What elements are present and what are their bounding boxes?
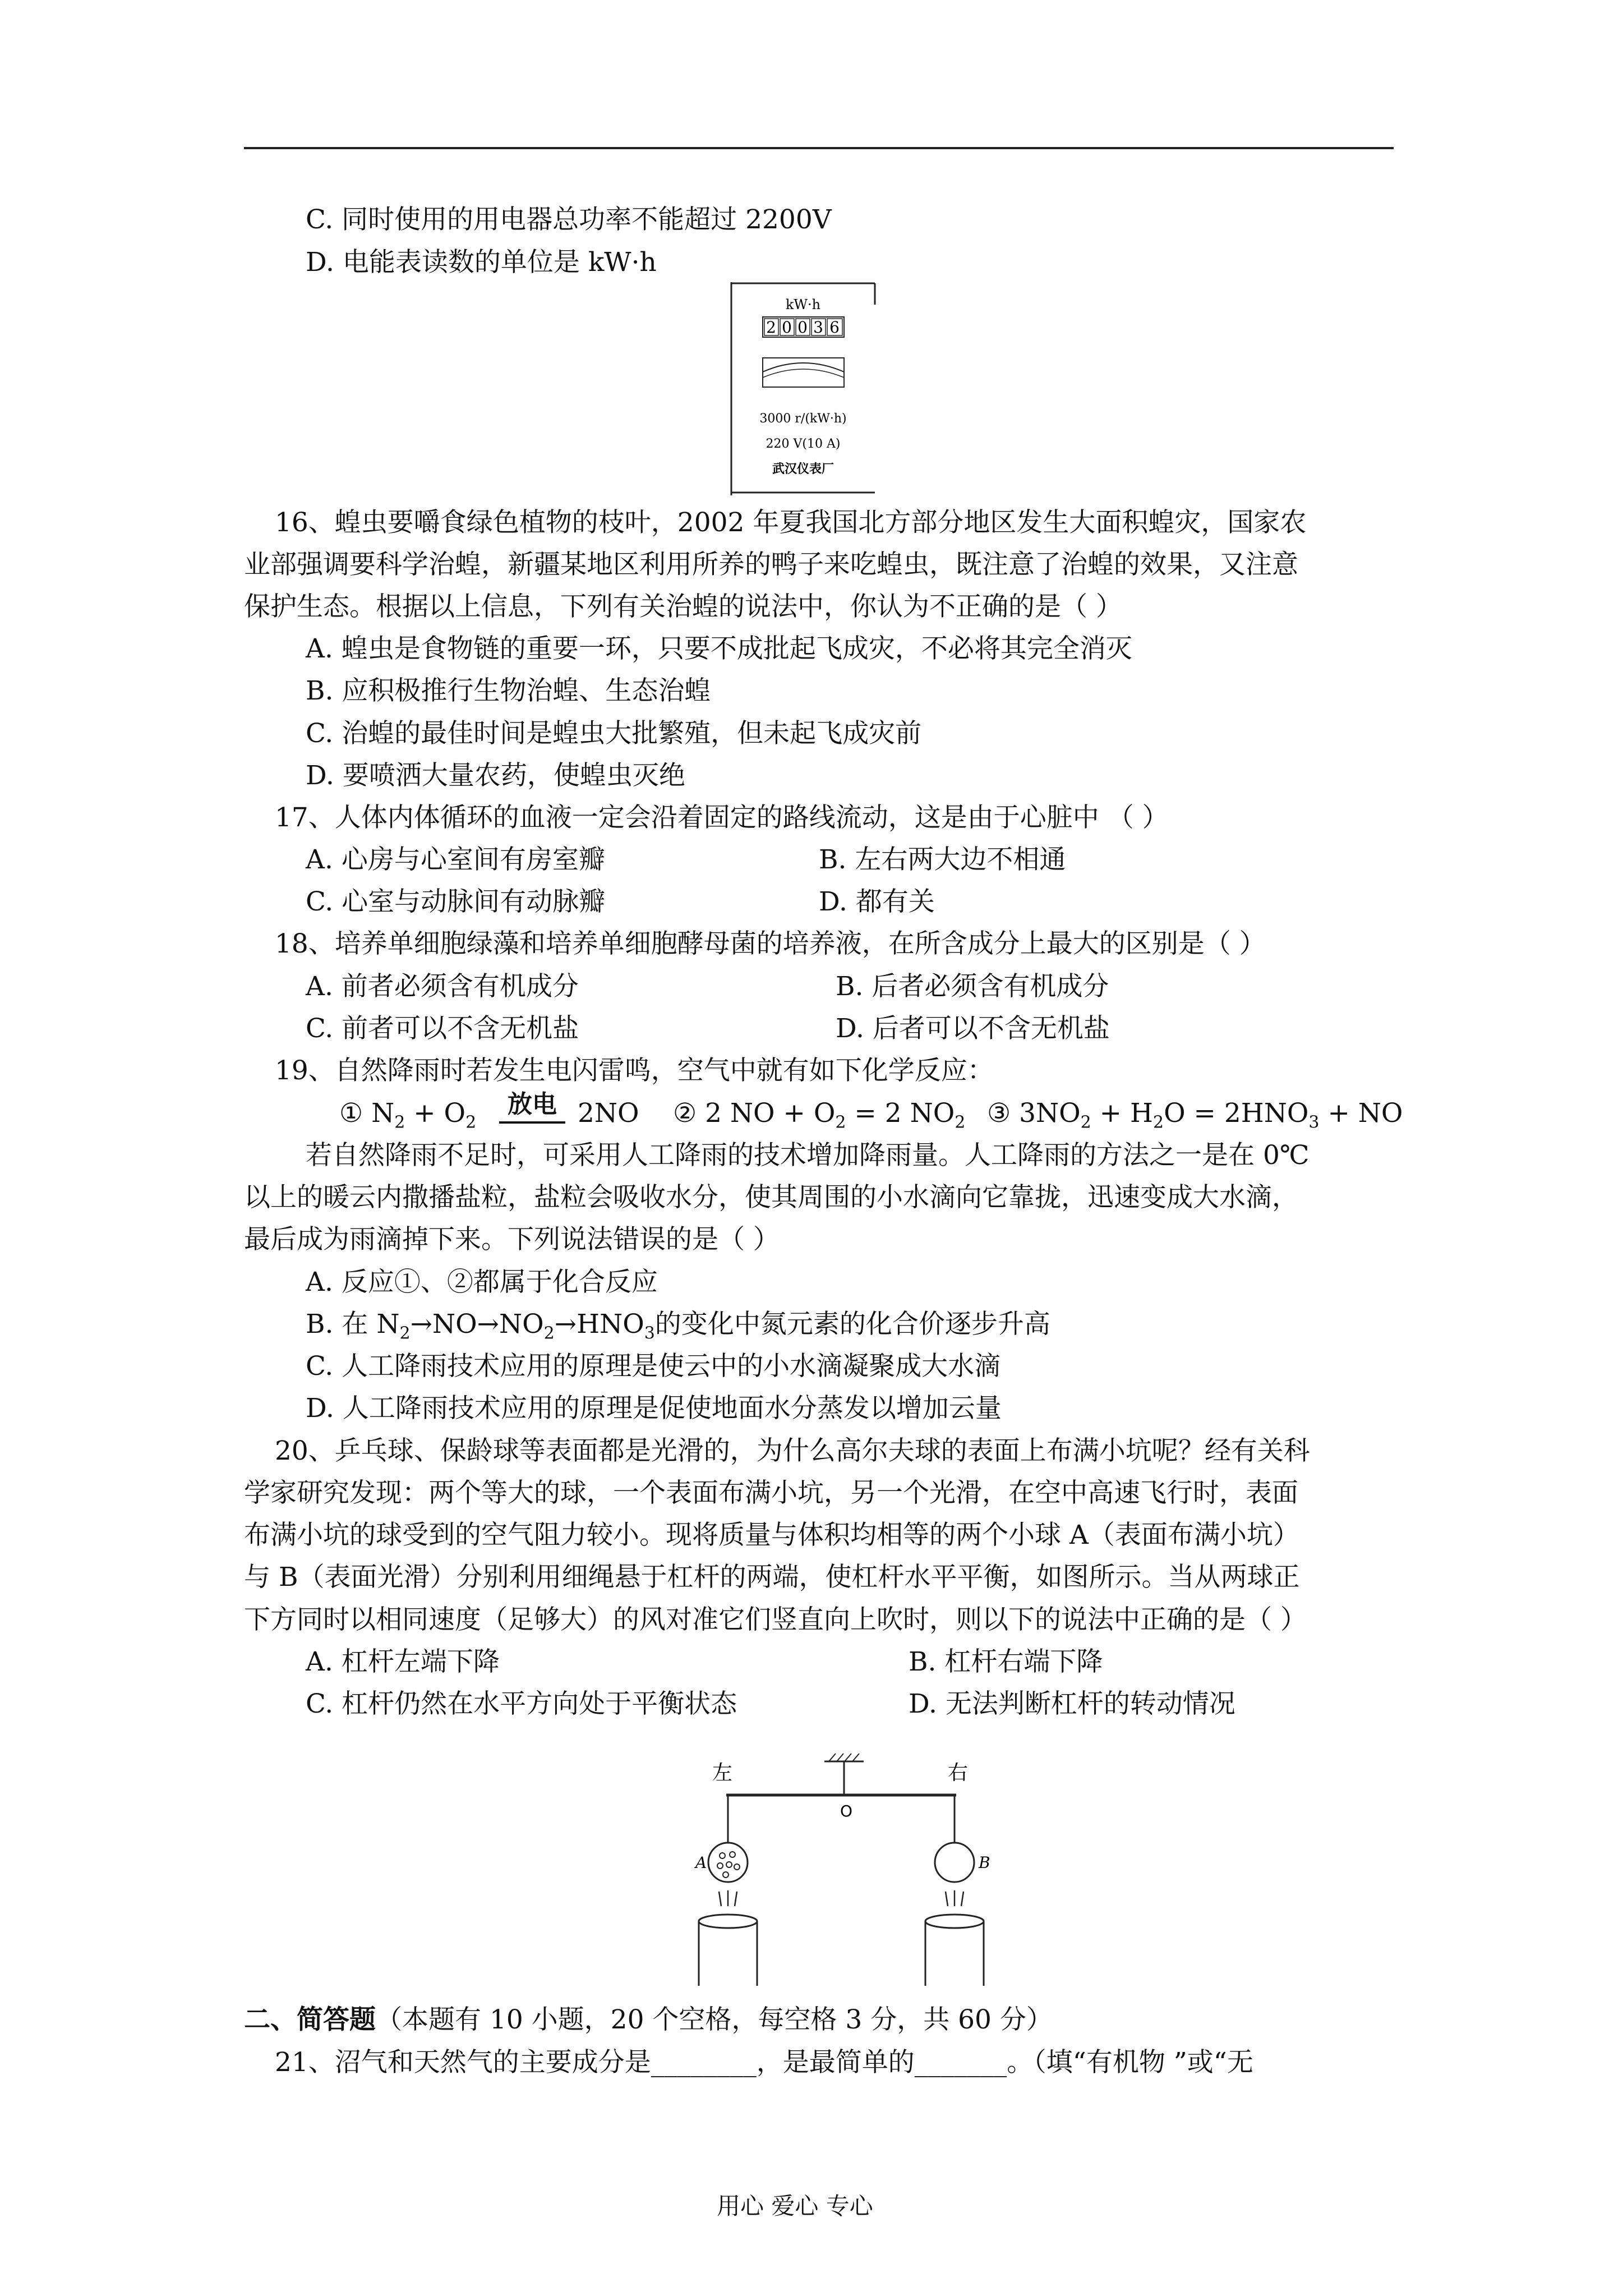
discharge-condition: 放电 bbox=[499, 1091, 565, 1124]
ball-b-label: B bbox=[979, 1853, 990, 1872]
meter-unit: kW·h bbox=[785, 297, 821, 312]
q18-option-c: C. 前者可以不含无机盐 bbox=[306, 1013, 579, 1044]
q19-option-c: C. 人工降雨技术应用的原理是使云中的小水滴凝聚成大水滴 bbox=[306, 1351, 1001, 1382]
meter-digit: 3 bbox=[813, 318, 823, 337]
page-footer: 用心 爱心 专心 bbox=[717, 2192, 873, 2220]
reaction-3: ③ $3NO_2 + H_2O = 2HNO_3$ + NO bbox=[987, 1098, 1403, 1133]
q20-option-b: B. 杠杆右端下降 bbox=[909, 1646, 1103, 1677]
q20-stem-line2: 学家研究发现：两个等大的球，一个表面布满小坑，另一个光滑，在空中高速飞行时，表面 bbox=[244, 1478, 1298, 1508]
q16-option-b: B. 应积极推行生物治蝗、生态治蝗 bbox=[306, 675, 711, 706]
q20-stem-line3: 布满小坑的球受到的空气阻力较小。现将质量与体积均相等的两个小球 A（表面布满小坑） bbox=[244, 1520, 1299, 1550]
reaction-1-product: 2NO bbox=[578, 1098, 639, 1129]
meter-digit: 2 bbox=[766, 318, 776, 337]
q18-stem: 18、培养单细胞绿藻和培养单细胞酵母菌的培养液，在所含成分上最大的区别是（ ） bbox=[275, 928, 1266, 959]
lever-figure bbox=[695, 1750, 990, 1997]
q16-stem-line3: 保护生态。根据以上信息，下列有关治蝗的说法中，你认为不正确的是（ ） bbox=[244, 591, 1122, 622]
q21-stem: 21、沼气和天然气的主要成分是________，是最简单的_______。（填“有机物 ”或“无 bbox=[275, 2047, 1253, 2078]
reaction-2: ② 2 NO + $O_2 = 2$ $NO_2$ bbox=[673, 1098, 966, 1133]
q17-option-c: C. 心室与动脉间有动脉瓣 bbox=[306, 886, 606, 917]
q20-option-d: D. 无法判断杠杆的转动情况 bbox=[909, 1688, 1235, 1719]
right-label: 右 bbox=[948, 1761, 969, 1784]
q20-option-a: A. 杠杆左端下降 bbox=[306, 1646, 500, 1677]
header-rule bbox=[244, 147, 1394, 149]
q20-option-c: C. 杠杆仍然在水平方向处于平衡状态 bbox=[306, 1688, 737, 1719]
q16-option-d: D. 要喷洒大量农药，使蝗虫灭绝 bbox=[306, 760, 685, 791]
q19-passage-line2: 以上的暖云内撒播盐粒，盐粒会吸收水分，使其周围的小水滴向它靠拢，迅速变成大水滴， bbox=[244, 1182, 1298, 1213]
q16-option-a: A. 蝗虫是食物链的重要一环，只要不成批起飞成灾，不必将其完全消灭 bbox=[306, 633, 1132, 664]
section-2-heading: 二、简答题（本题有 10 小题，20 个空格，每空格 3 分，共 60 分） bbox=[244, 2004, 1053, 2035]
meter-rating: 220 V(10 A) bbox=[766, 437, 841, 451]
q15-option-c: C. 同时使用的用电器总功率不能超过 2200V bbox=[306, 204, 832, 235]
q19-option-d: D. 人工降雨技术应用的原理是促使地面水分蒸发以增加云量 bbox=[306, 1393, 1002, 1424]
reaction-1: ① $N_2 + O_2$ bbox=[339, 1098, 477, 1133]
q19-stem: 19、自然降雨时若发生电闪雷鸣，空气中就有如下化学反应： bbox=[275, 1055, 994, 1086]
q19-passage-line1: 若自然降雨不足时，可采用人工降雨的技术增加降雨量。人工降雨的方法之一是在 0℃ bbox=[306, 1140, 1310, 1171]
ball-a-label: A bbox=[695, 1853, 707, 1872]
q17-option-a: A. 心房与心室间有房室瓣 bbox=[306, 844, 605, 875]
electric-meter-figure bbox=[730, 282, 876, 495]
q17-stem: 17、人体内体循环的血液一定会沿着固定的路线流动，这是由于心脏中 （ ） bbox=[275, 802, 1169, 833]
meter-digit: 6 bbox=[829, 318, 840, 337]
q19-option-a: A. 反应①、②都属于化合反应 bbox=[306, 1267, 658, 1297]
left-label: 左 bbox=[712, 1761, 733, 1784]
q20-stem-line5: 下方同时以相同速度（足够大）的风对准它们竖直向上吹时，则以下的说法中正确的是（ ） bbox=[244, 1604, 1307, 1635]
q19-passage-line3: 最后成为雨滴掉下来。下列说法错误的是（ ） bbox=[244, 1224, 780, 1255]
q16-option-c: C. 治蝗的最佳时间是蝗虫大批繁殖，但未起飞成灾前 bbox=[306, 718, 922, 749]
meter-digit: 0 bbox=[797, 318, 808, 337]
q16-stem-line2: 业部强调要科学治蝗，新疆某地区利用所养的鸭子来吃蝗虫，既注意了治蝗的效果，又注意 bbox=[244, 549, 1298, 580]
meter-maker: 武汉仪表厂 bbox=[772, 462, 834, 476]
q17-option-b: B. 左右两大边不相通 bbox=[819, 844, 1066, 875]
meter-revolutions: 3000 r/(kW·h) bbox=[759, 412, 847, 426]
q18-option-d: D. 后者可以不含无机盐 bbox=[836, 1013, 1110, 1044]
q19-option-b: B. 在 $N_2\to NO\to NO_2\to HNO_3$的变化中氮元素的化合价逐步升高 bbox=[306, 1309, 1050, 1343]
q20-stem-line1: 20、乒乓球、保龄球等表面都是光滑的，为什么高尔夫球的表面上布满小坑呢？经有关科 bbox=[275, 1435, 1310, 1466]
meter-digit: 0 bbox=[782, 318, 792, 337]
q16-stem-line1: 16、蝗虫要嚼食绿色植物的枝叶，2002 年夏我国北方部分地区发生大面积蝗灾，国家农 bbox=[275, 507, 1307, 538]
pivot-label: O bbox=[840, 1802, 853, 1820]
q20-stem-line4: 与 B（表面光滑）分别利用细绳悬于杠杆的两端，使杠杆水平平衡，如图所示。当从两球正 bbox=[244, 1562, 1300, 1593]
q17-option-d: D. 都有关 bbox=[819, 886, 935, 917]
ball-b bbox=[935, 1843, 974, 1882]
q18-option-b: B. 后者必须含有机成分 bbox=[836, 971, 1109, 1002]
q18-option-a: A. 前者必须含有机成分 bbox=[306, 971, 579, 1002]
q15-option-d: D. 电能表读数的单位是 kW·h bbox=[306, 247, 657, 278]
